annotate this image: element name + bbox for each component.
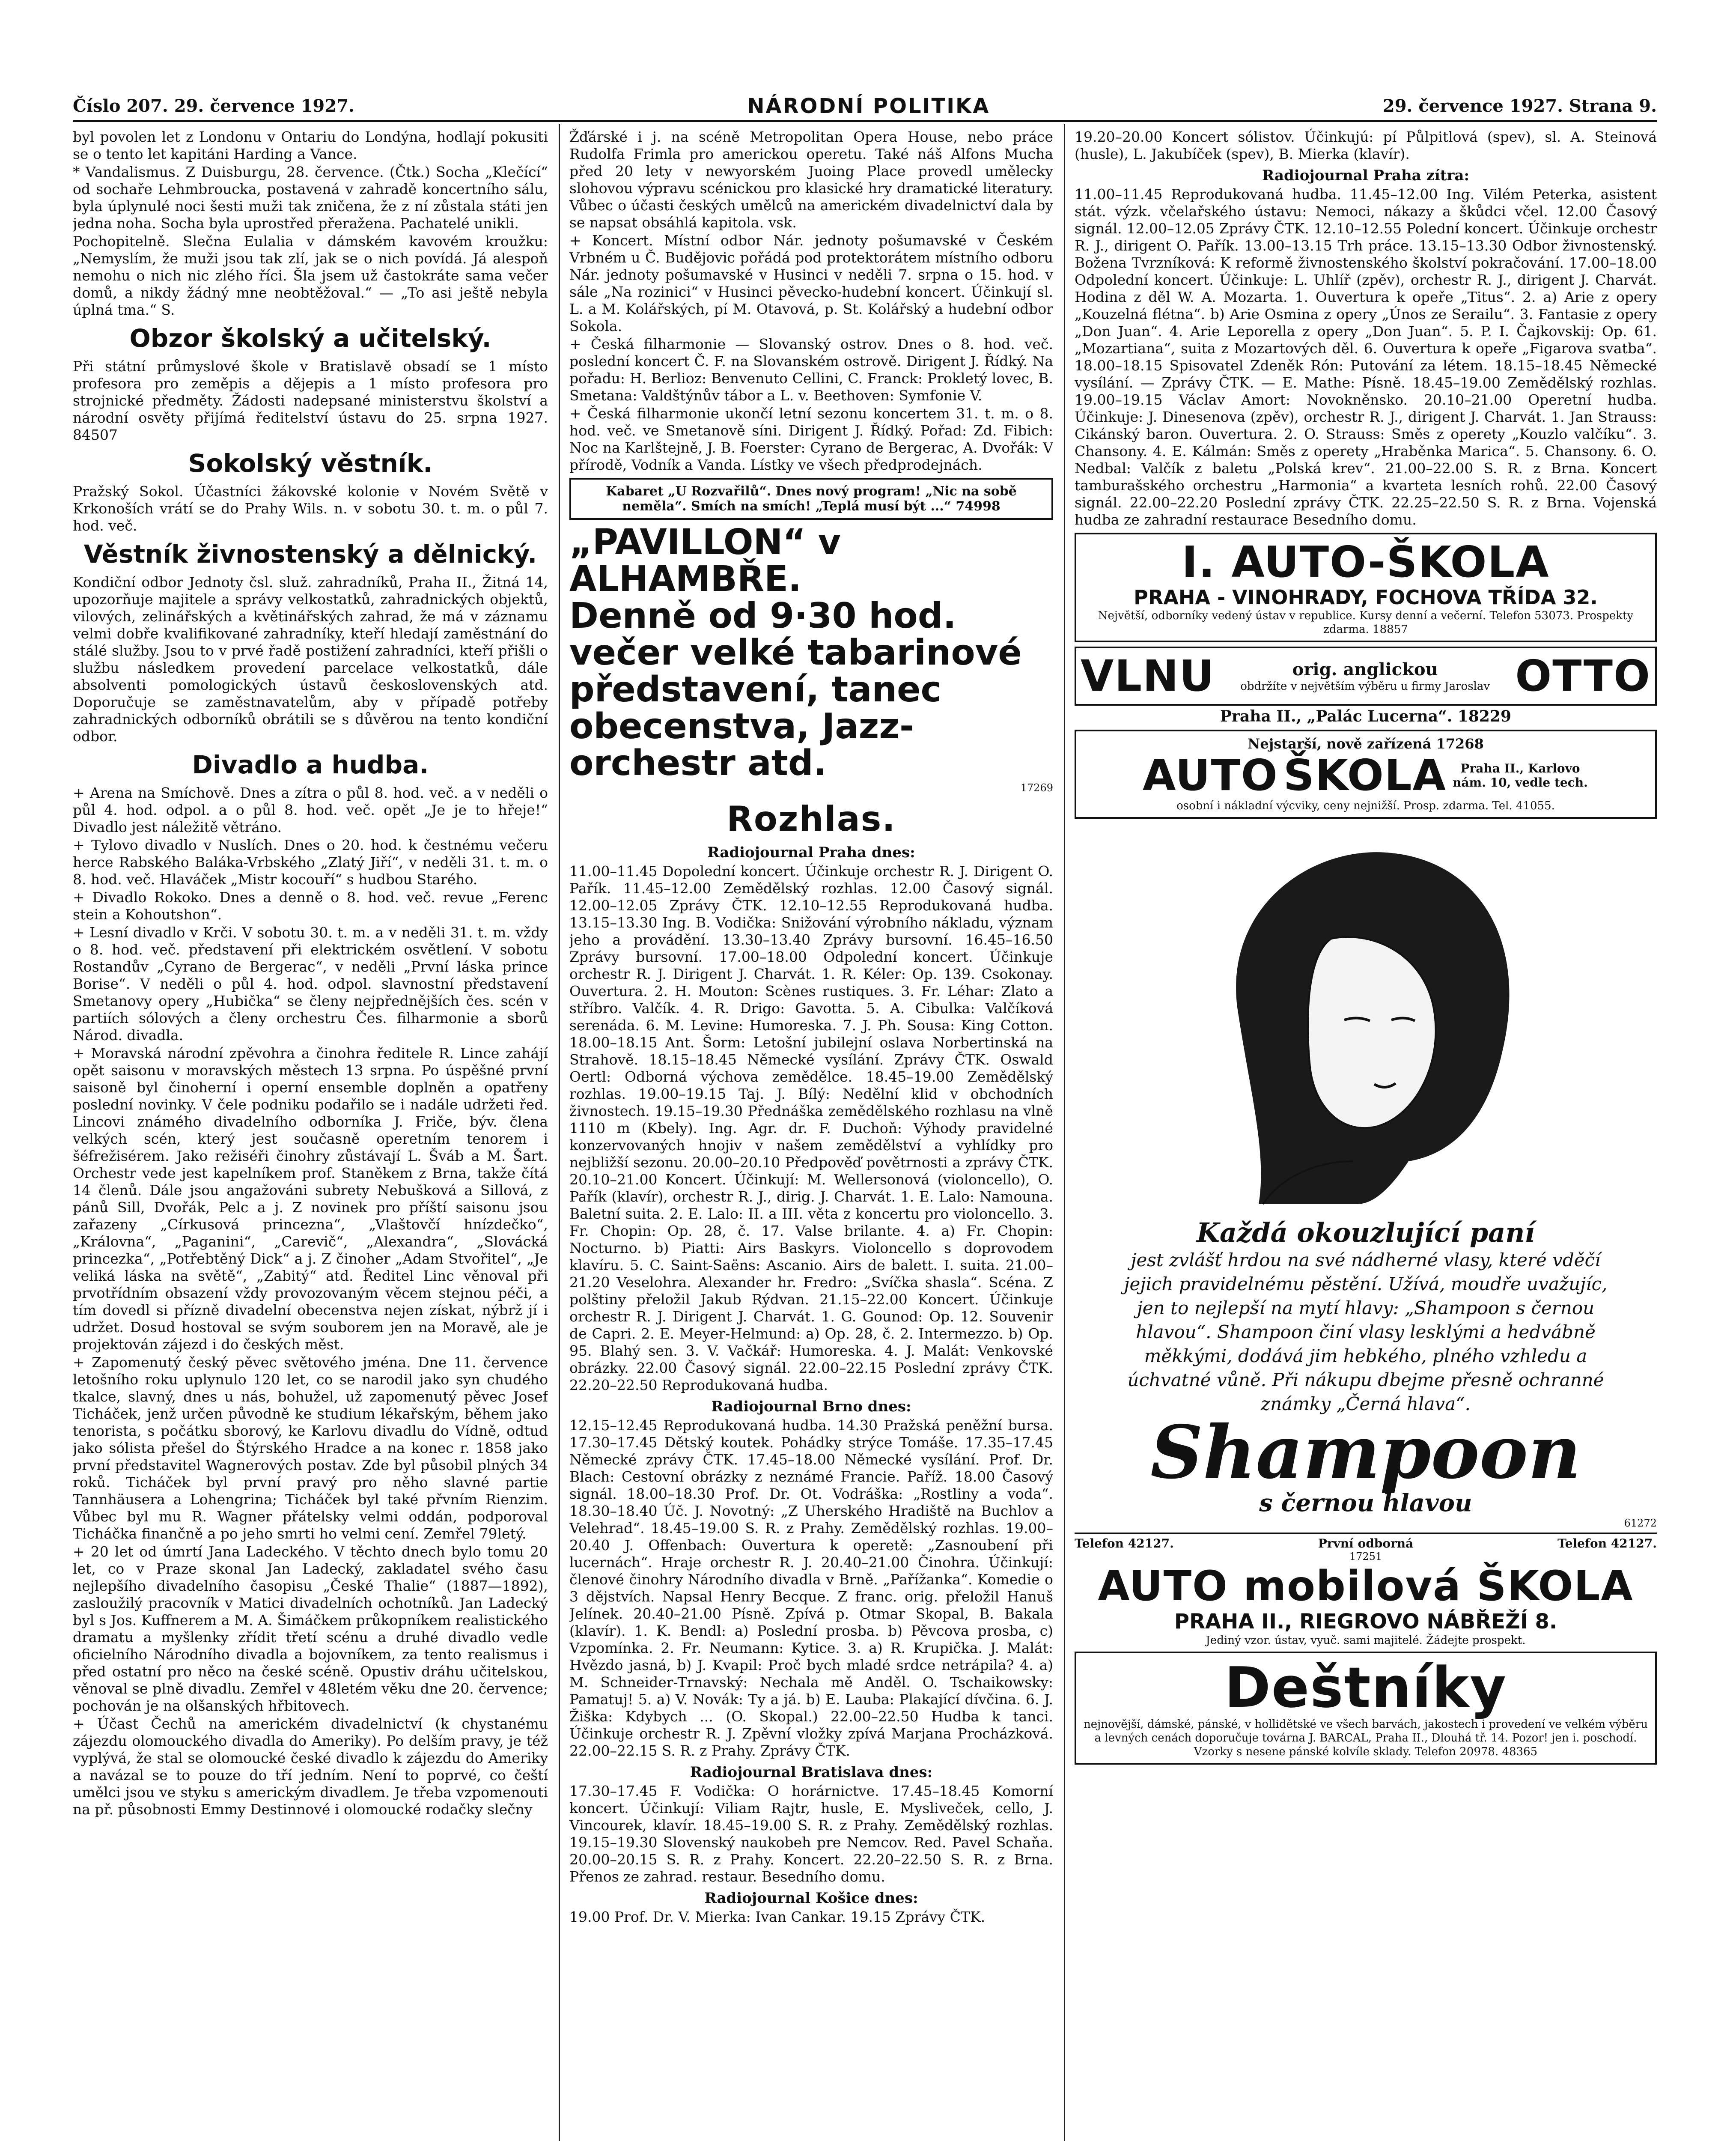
article-text: Při státní průmyslové škole v Bratislavě obsadí se 1 místo profesora pro zeměpis a dějepis a 1 místo profesora pro strojnické předměty. Žádosti nadepsané ministerstvu školství a národní osvěty přijímá ředitelství ústavu do 25. srpna 1927. 84507 (73, 358, 548, 443)
radio-program: 17.30–17.45 F. Vodička: O horárnictve. 17.45–18.45 Komorní koncert. Účinkují: Viliam Rajtr, husle, E. Mysliveček, cello, J. Vincourek, klavír. 18.45–19.00 S. R. z Prahy. Zemědělský rozhlas. 19.15–19.30 Slovenský naukobeh pre Nemcov. Red. Pavel Schaňa. 20.00–20.15 S. R. z Prahy. Koncert. 22.20–22.50 S. R. z Brna. Přenos ze zahrad. restaur. Besedního domu. (569, 1783, 1053, 1885)
article-text: + Česká filharmonie — Slovanský ostrov. Dnes o 8. hod. več. poslední koncert Č. F. na Slovanském ostrově. Dirigent J. Řídký. Na pořadu: H. Berlioz: Benvenuto Cellini, C. Franck: Prokletý lovec, B. Smetana: Valdštýnův tábor a L. v. Beethoven: Symfonie V. (569, 336, 1053, 404)
article-text: byl povolen let z Londonu v Ontariu do Londýna, hodlají pokusiti se o tento let kapitáni Harding a Vance. (73, 128, 548, 162)
radio-subheading: Radiojournal Praha dnes: (707, 844, 915, 861)
ad-text: obdržíte v největším výběru u firmy Jaroslav (1240, 680, 1490, 693)
ad-phone: Telefon 42127. (1075, 1536, 1174, 1551)
ad-address: Praha II., Karlovo nám. 10, vedle tech. (1453, 761, 1588, 790)
ad-text: Nejstarší, nově zařízená 17268 (1248, 736, 1484, 752)
ad-number: 61272 (1624, 1517, 1657, 1529)
article-text: + Moravská národní zpěvohra a činohra ředitele R. Lince zahájí opět saisonu v moravských městech 13 srpna. Po úspěšné první saisoně byl činoherní i operní ensemble doplněn a opatřeny poslední novinky. V čele podniku podařilo se i nadále udržeti řed. Lincovi známého divadelního odborníka J. Friče, býv. člena velkých scén, který jest současně operetním tenorem i šéfrežisérem. Jako režiséři činohry zůstávají L. Šváb a M. Šart. Orchestr vede jest kapelníkem prof. Staněkem z Brna, takže čítá 14 členů. Dále jsou angažováni subrety Nebušková a Sillová, z pánů Sill, Dvořák, Pelc a j. Z novinek pro příští saisonu jsou zařazeny „Církusová princezna“, „Vlaštovčí hnízdečko“, „Královna“, „Paganini“, „Carevič“, „Alexandra“, „Slovácká princezka“, „Potřebtěný Dick“ a j. Z činoher „Adam Stvořitel“, „Je veliká láska na světě“, „Zabitý“ atd. Ředitel Linc věnoval při prvotřídním obsazení vždy provozovaným věcem stejnou péči, a tím dovedl si přízně divadelní obecenstva nejen získat, nýbrž jí i udržet. Dosud hostoval se svým souborem jen na Moravě, ale je projektován zájezd i do českých měst. (73, 1045, 548, 1353)
kabaret-ad (569, 478, 1053, 520)
ad-text: Největší, odborníky vedený ústav v republice. Kursy denní a večerní. Telefon 53073. Prospekty zdarma. 18857 (1098, 609, 1634, 636)
ad-number: 17251 (1349, 1551, 1382, 1563)
ad-word: OTTO (1515, 651, 1651, 701)
article-text: + 20 let od úmrtí Jana Ladeckého. V těchto dnech bylo tomu 20 let, co v Praze skonal Jan Ladecký, zakladatel svého času nejlepšího divadelního časopisu „České Thalie“ (1887—1892), zasloužilý pracovník v Matici divadelních ochotníků. Jan Ladecký byl s Jos. Kuffnerem a M. A. Šimáčkem průkopníkem realistického dramatu a myšlenky zřídit třetí scénu a druhé divadlo vedle oficielního Národního divadla a bojovníkem, za tento realismus i před ostatní pro něco na české scéně. Opustiv dráhu učitelskou, věnoval se plně divadlu. Zemřel v 48letém věku dne 20. července; pochován je na olšanských hřbitovech. (73, 1543, 548, 1714)
radio-subheading: Radiojournal Praha zítra: (1262, 167, 1470, 184)
column-3 (1075, 128, 1657, 2141)
radio-subheading: Radiojournal Košice dnes: (704, 1890, 918, 1907)
destniky-ad (1075, 1652, 1657, 1765)
header-issue: Číslo 207. 29. července 1927. (73, 96, 354, 116)
ad-caption: Každá okouzlující paní (1197, 1217, 1535, 1248)
article-text: + Arena na Smíchově. Dnes a zítra o půl 8. hod. več. a v neděli o půl 4. hod. odpol. a o půl 8. hod. več. opět „Je je to hřeje!“ Divadlo jest náležitě větráno. (73, 784, 548, 835)
column-1 (73, 128, 548, 2141)
radio-program: 11.00–11.45 Dopolední koncert. Účinkuje orchestr R. J. Dirigent O. Pařík. 11.45–12.00 Zemědělský rozhlas. 12.00 Časový signál. 12.00–12.05 Zprávy ČTK. 12.10–12.55 Reprodukovaná hudba. 13.15–13.30 Ing. B. Vodička: Snižování výrobního nákladu, význam jeho a provádění. 13.30–13.40 Zprávy bursovní. 16.45–16.50 Zprávy bursovní. 17.00–18.00 Odpolední koncert. Účinkuje orchestr R. J. Dirigent J. Charvát. 1. R. Kéler: Op. 139. Csokonay. Ouvertura. 2. H. Mouton: Scènes rustiques. 3. Fr. Léhar: Zlato a stříbro. Valčík. 4. R. Drigo: Gavotta. 5. A. Cibulka: Valčíková serenáda. 6. M. Levine: Humoreska. 7. J. Ph. Sousa: King Cotton. 18.00–18.15 Ant. Šorm: Letošní jubilejní oslava Norbertinská na Strahově. 18.15–18.45 Německé vysílání. Zprávy ČTK. Oswald Oertl: Odborná výchova zemědělce. 18.45–19.00 Zemědělský rozhlas. 19.00–19.15 Taj. J. Bílý: Nedělní klid v obchodních živnostech. 19.15–19.30 Přednáška zemědělského rozhlasu na vlně 1110 m (Kbely). Ing. Agr. dr. F. Duchoň: Výhody pravidelné konzervovaných hnojiv v našem zemědělství a vyhlídky pro nejbližší sezonu. 20.00–20.10 Předpověď povětrnosti a zprávy ČTK. 20.10–21.00 Koncert. Účinkují: M. Wellersonová (violoncello), O. Pařík (klavír), orchestr R. J., dirig. J. Charvát. 1. E. Lalo: Namouna. Baletní suita. 2. E. Lalo: II. a III. věta z koncertu pro violoncello. 3. Fr. Chopin: Op. 28, č. 17. Valse brilante. 4. a) Fr. Chopin: Nocturno. b) Piatti: Airs Baskyrs. Violoncello s doprovodem klavíru. 5. C. Saint-Saëns: Ascanio. Airs de balett. I. suita. 21.00–21.20 Veselohra. Alexander hr. Fredro: „Svíčka shasla“. Scéna. Z polštiny přeložil Jakub Rýdvan. 21.15–22.00 Koncert. Účinkuje orchestr R. J. Dirigent J. Charvát. 1. G. Gounod: Op. 12. Souvenir de Capri. 2. E. Meyer-Helmund: a) Op. 28, č. 2. Intermezzo. b) Op. 95. Blahý sen. 3. V. Vačkář: Humoreska. 4. J. Malát: Venkovské obrázky. 22.00 Časový signál. 22.00–22.15 Poslední zprávy ČTK. 22.20–22.50 Reprodukovaná hudba. (569, 863, 1053, 1393)
ad-address: PRAHA II., RIEGROVO NÁBŘEŽÍ 8. (1174, 1610, 1557, 1634)
header-page: 29. července 1927. Strana 9. (1382, 96, 1657, 116)
pavillon-title: „PAVILLON“ v ALHAMBŘE. (569, 522, 841, 599)
ad-title: Deštníky (1224, 1655, 1507, 1720)
ad-address: PRAHA - VINOHRADY, FOCHOVA TŘÍDA 32. (1134, 586, 1598, 609)
autoskola-ad-2 (1075, 730, 1657, 819)
column-2 (569, 128, 1053, 2141)
article-text: + Česká filharmonie ukončí letní sezonu koncertem 31. t. m. o 8. hod. več. ve Smetanově síni. Dirigent J. Řídký. Pořad: Zd. Fibich: Noc na Karlštejně, J. B. Foerster: Cyrano de Bergerac, A. Dvořák: V přírodě, Vodník a Vanda. Lístky ve všech předprodejnách. (569, 405, 1053, 473)
article-text: * Vandalismus. Z Duisburgu, 28. července. (Čtk.) Socha „Klečící“ od sochaře Lehmbroucka, postavená v zahradě koncertního sálu, byla úplynulé noci šesti muži tak zničena, že z ní zůstala státi jen jedna noha. Socha byla uprostřed přeražena. Pachatelé unikli. (73, 164, 548, 232)
ad-text: nejnovější, dámské, pánské, v hollidětské ve všech barvách, jakostech i provedení ve velkém výběru a levných cenách doporučuje továrna J. BARCAL, Praha II., Dlouhá tř. 14. Pozor! jen i. poschodí. Vzorky s nesene pánské kolvíle sklady. Telefon 20978. 48365 (1084, 1718, 1648, 1758)
section-heading: Obzor školský a učitelský. (129, 324, 491, 353)
article-text: + Účast Čechů na americkém divadelnictví (k chystanému zájezdu olomouckého divadla do Ameriky). Po delším pravy, je též vyplývá, že stal se olomoucké české divadlo k zájezdu do Ameriky a navázal se to pouze do tří jedním. Není to poprvé, co čeští umělci jsou ve styku s americkým divadlem. Je třeba vzpomenouti na př. působnosti Emmy Destinnové i olomoucké rodačky slečny (73, 1715, 548, 1818)
article-text: Žďárské i j. na scéně Metropolitan Opera House, nebo práce Rudolfa Frimla pro americkou operetu. Také náš Alfons Mucha před 20 lety v newyorském Juoing Place provedl umělecky slohovou výpravu scénickou pro klasické hry dramatické literatury. Vůbec o účasti českých umělců na americkém divadelnictví dala by se napsat obsáhlá kapitola. vsk. (569, 128, 1053, 231)
article-text: Kondiční odbor Jednoty čsl. služ. zahradníků, Praha II., Žitná 14, upozorňuje majitele a správy velkostatků, zahradnických objektů, vilových, zelinářských a květinářských zahrad, že má v záznamu velmi dobře kvalifikované zahradníky, kteří hledají zaměstnání do stálé služby. Jsou to v prvé řadě postižení zahradníci, kteří přišli o službu následkem provedení parcelace velkostatků, dále absolventi pomologických ústavů československých atd. Doporučuje se zaměstnavatelům, aby v případě potřeby zahradnických odborníků obrátili se s důvěrou na tento kondiční odbor. (73, 574, 548, 745)
article-text: Pražský Sokol. Účastníci žákovské kolonie v Novém Světě v Krkonoších vrátí se do Prahy Wils. n. v sobotu 30. t. m. o půl 7. hod. več. (73, 483, 548, 534)
ad-word: AUTO (1143, 750, 1278, 800)
ad-word: VLNU (1081, 651, 1215, 701)
column-divider (1064, 124, 1065, 2141)
masthead-title: NÁRODNÍ POLITIKA (747, 94, 990, 118)
article-text: + Lesní divadlo v Krči. V sobotu 30. t. m. a v neděli 31. t. m. vždy o 8. hod. več. představení při elektrickém osvětlení. V sobotu Rostandův „Cyrano de Bergerac“, v neděli „První láska prince Borise“. V neděli o půl 4. hod. odpol. slavnostní představení Smetanovy opery „Hubička“ se členy nejpřednějších čes. scén v partiích sólových a členy orchestru Čes. filharmonie a sborů Národ. divadla. (73, 924, 548, 1044)
ad-text: orig. anglickou (1292, 659, 1438, 680)
radio-program: 11.00–11.45 Reprodukovaná hudba. 11.45–12.00 Ing. Vilém Peterka, asistent stát. výzk. včelařského ústavu: Nemoci, nákazy a škůdci včel. 12.00 Časový signál. 12.00–12.05 Zprávy ČTK. 12.10–12.55 Polední koncert. Účinkuje orchestr R. J., dirigent O. Pařík. 13.00–13.15 Trh práce. 13.15–13.30 Odbor živnostenský. Božena Tvrzníková: K reformě živnostenského školství pokračování. 17.00–18.00 Odpolední koncert. Účinkuje: L. Uhlíř (zpěv), orchestr R. J., dirigent J. Charvát. Hodina z děl W. A. Mozarta. 1. Ouvertura k opeře „Titus“. 2. a) Arie z opery „Kouzelná flétna“. b) Arie Osmina z opery „Únos ze Serailu“. 3. Fantasie z opery „Don Juan“. 4. Arie Leporella z opery „Don Juan“. 5. P. I. Čajkovskij: Op. 61. „Mozartiana“, suita z Mozartových děl. 6. Ouvertura k opeře „Figarova svatba“. 18.00–18.15 Spisovatel Zdeněk Rón: Putování za létem. 18.15–18.45 Německé vysílání. — Zprávy ČTK. — E. Mathe: Písně. 18.45–19.00 Zemědělský rozhlas. 19.00–19.15 Václav Amort: Novokněnsko. 20.10–21.00 Operetní hudba. Účinkuje: J. Dinesenova (zpěv), orchestr R. J., dirigent J. Charvát. 1. Jan Strauss: Cikánský baron. Ouvertura. 2. O. Strauss: Směs z operety „Kouzlo valčíku“. 3. Chansony. 4. E. Kálmán: Směs z operety „Hraběnka Marica“. 5. Chansony. 6. O. Nedbal: Valčík z baletu „Polská krev“. 21.00–22.00 S. R. z Brna. Koncert tamburašského orchestru „Harmonia“ a kvarteta lesních rohů. 22.00 Časový signál. 22.00–22.20 Poslední zprávy ČTK. 22.25–22.50 S. R. z Brna. Vojenská hudba ze zahradní restaurace Besedního domu. (1075, 186, 1657, 528)
ad-word: ŠKOLA (1283, 750, 1447, 800)
article-text: + Tylovo divadlo v Nuslích. Dnes o 20. hod. k čestnému večeru herce Rabského Baláka-Vrbského „Zlatý Jiří“, v neděli 31. t. m. o 8. hod. več. Hlaváček „Mistr kocouří“ s hudbou Starého. (73, 837, 548, 888)
column-divider (559, 124, 560, 2141)
ad-number: 17269 (1020, 782, 1053, 794)
shampoo-subtitle: s černou hlavou (1259, 1489, 1472, 1517)
ad-address: Praha II., „Palác Lucerna“. 18229 (1220, 707, 1512, 725)
radio-program: 19.20–20.00 Koncert sólistov. Účinkujú: pí Půlpitlová (spev), sl. A. Steinová (husle), L. Jakubíček (spev), B. Mierka (klavír). (1075, 128, 1657, 162)
radio-subheading: Radiojournal Bratislava dnes: (690, 1764, 933, 1781)
radio-program: 12.15–12.45 Reprodukovaná hudba. 14.30 Pražská peněžní bursa. 17.30–17.45 Dětský koutek. Pohádky strýce Tomáše. 17.35–17.45 Německé zprávy ČTK. 17.45–18.00 Německé vysílání. Prof. Dr. Blach: Cestovní obrázky z neznámé Francie. Paříž. 18.00 Časový signál. 18.00–18.30 Prof. Dr. Ot. Vodráška: „Rostliny a voda“. 18.30–18.40 Úč. J. Novotný: „Z Uherského Hradiště na Buchlov a Velehrad“. 18.45–19.00 S. R. z Prahy. Zemědělský rozhlas. 19.00–20.40 J. Offenbach: Ouvertura k operetě: „Zasnoubení při lucernách“. Hraje orchestr R. J. 20.40–21.00 Činohra. Účinkují: členové činohry Národního divadla v Brně. „Pařížanka“. Komedie o 3 dějstvích. Napsal Henry Becque. Z franc. orig. přeložil Hanuš Jelínek. 20.40–21.00 Písně. Zpívá p. Otmar Skopal, B. Bakala (klavír). 1. K. Bendl: a) Poslední prosba. b) Pěvcova prosba, c) Vzpomínka. 2. Fr. Neumann: Kytice. 3. a) R. Krupička. J. Malát: Hvězdo jasná, b) J. Kvapil: Proč bych mladé srdce netrápila? 4. a) M. Schneider-Trnavský: Nechala mě Anděl. O. Tschaikowsky: Pamatuj! 5. a) V. Novák: Ty a já. b) E. Lauba: Plakající dívčina. 6. J. Žiška: Kdybych ... (O. Skopal.) 22.00–22.50 Hudba k tanci. Účinkuje orchestr R. J. Zpěvní vložky zpívá Marjana Procházková. 22.00–22.15 S. R. z Prahy. Zprávy ČTK. (569, 1417, 1053, 1759)
otto-ad (1075, 647, 1657, 706)
article-text: + Zapomenutý český pěvec světového jména. Dne 11. července letošního roku uplynulo 120 let, co se narodil jako syn chudého tkalce, slavný, dnes u nás, bohužel, už zapomenutý pěvec Josef Ticháček, jenž určen původně ke studium lékařským, během jako tenorista, s počátku sborový, ke Karlovu divadlu do Vídně, odtud jako sólista přešel do Štýrského Hradce a na konec r. 1858 jako první představitel Wagnerových postav. Zde byl působil plných 34 roků. Ticháček byl první pravý pro něho slavné partie Tannhäusera a Lohengrina; Ticháček byl také přvním Rienzim. Vůbec byl mu R. Wagner přátelsky velmi oddán, podporoval Ticháčka finančně a po jeho smrti ho velmi cení. Zemřel 79letý. (73, 1354, 548, 1542)
ad-phone: Telefon 42127. (1557, 1536, 1657, 1551)
section-heading: Divadlo a hudba. (192, 750, 429, 779)
radio-subheading: Radiojournal Brno dnes: (711, 1398, 911, 1415)
pavillon-text: Denně od 9·30 hod. večer velké tabarinové představení, tanec obecenstva, Jazz-orchestr atd. (569, 596, 1022, 784)
woman-portrait-illustration (1152, 827, 1580, 1213)
shampoo-logo: Shampoon (1150, 1410, 1581, 1495)
radio-heading: Rozhlas. (727, 799, 896, 839)
section-heading: Věstník živnostenský a dělnický. (83, 540, 537, 569)
ad-title: I. AUTO-ŠKOLA (1182, 537, 1550, 587)
ad-title: AUTO mobilová ŠKOLA (1098, 1562, 1634, 1610)
article-text: + Koncert. Místní odbor Nár. jednoty pošumavské v Českém Vrbném u Č. Budějovic pořádá pod protektorátem místního odboru Nár. jednoty pošumavské v Husinci v neděli 7. srpna o 15. hod. v sále „Na rozinici“ v Husinci pěvecko-hudební koncert. Účinkují sl. L. a M. Kolářských, pí M. Otavová, p. St. Kolářský a hudební odbor Sokola. (569, 232, 1053, 334)
autoskola-riegr-ad (1075, 1533, 1657, 1647)
radio-program: 19.00 Prof. Dr. V. Mierka: Ivan Cankar. 19.15 Zprávy ČTK. (569, 1908, 986, 1925)
ad-text: První odborná (1318, 1536, 1414, 1551)
ad-text: osobní i nákladní výcviky, ceny nejnižší. Prosp. zdarma. Tel. 41055. (1176, 799, 1555, 812)
article-text: + Divadlo Rokoko. Dnes a denně o 8. hod. več. revue „Ferenc stein a Kohoutshon“. (73, 889, 548, 923)
ad-italic-text: jest zvlášť hrdou na své nádherné vlasy, které vděčí jejich pravidelnému pěstění. Užívá, moudře uvažujíc, jen to nejlepší na mytí hlavy: „Shampoon s černou hlavou“. Shampoon činí vlasy lesklými a hedvábně měkkými, dodává jim hebkého, plného vzhledu a úchvatné vůně. Při nákupu dbejme přesně ochranné známky „Černá hlava“. (1124, 1249, 1608, 1414)
section-heading: Sokolský věstník. (188, 449, 433, 478)
article-text: Pochopitelně. Slečna Eulalia v dámském kavovém kroužku: „Nemyslím, že muži jsou tak zlí, jak se o nich povídá. Já alespoň nemohu o nich nic zlého říci. Šla jsem už častokráte sama večer domů, a nikdy žádný mne neobtěžoval.“ — „To asi ještě nebyla úplná tma.“ S. (73, 233, 548, 318)
kabaret-text: Kabaret „U Rozvařilů“. Dnes nový program! „Nic na sobě neměla“. Smích na smích! „Teplá musí být ...“ 74998 (606, 484, 1017, 514)
ad-text: Jediný vzor. ústav, vyuč. sami majitelé. Žádejte prospekt. (1206, 1634, 1526, 1647)
autoskola-ad (1075, 533, 1657, 642)
page-header (73, 92, 1657, 122)
